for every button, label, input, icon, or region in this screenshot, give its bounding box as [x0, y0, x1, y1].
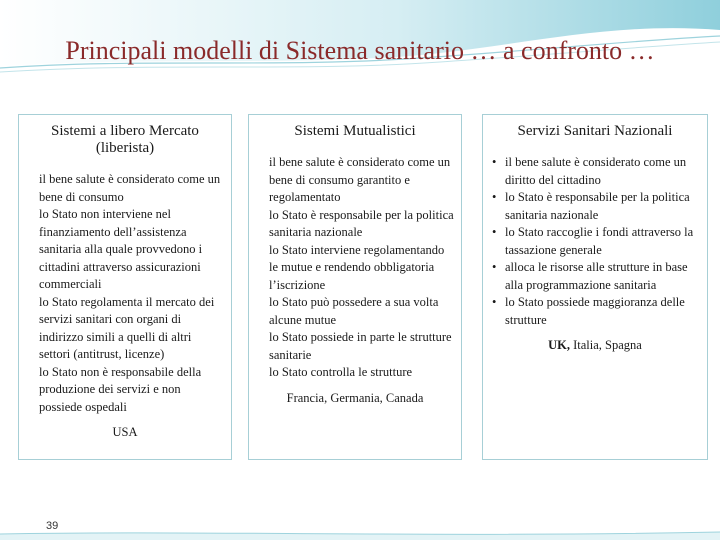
- bullet-dot-icon: •: [492, 260, 497, 274]
- list-item: • lo Stato raccoglie i fondi attraverso la tassazione generale: [492, 225, 694, 257]
- item-list: [489, 154, 701, 329]
- slide-title: Principali modelli di Sistema sanitario … a confronto …: [65, 36, 655, 65]
- list-item: • alloca le risorse alle strutture in base alla programmazione sanitaria: [492, 260, 688, 292]
- footer-wave-decoration: [0, 528, 720, 540]
- list-item: lo Stato può possedere a sua volta alcune mutue: [269, 295, 439, 327]
- list-item: il bene salute è considerato come un bene di consumo: [39, 172, 221, 204]
- item-list: [255, 154, 455, 382]
- list-item: lo Stato è responsabile per la politica sanitaria nazionale: [269, 207, 454, 239]
- column-title: Sistemi a libero Mercato (liberista): [51, 123, 199, 156]
- list-item: lo Stato regolamenta il mercato dei servizi sanitari con organi di indirizzo simili a quelli di altri settori (antitrust, licenze): [39, 294, 215, 361]
- list-item: lo Stato non è responsabile della produzione dei servizi e non possiede ospedali: [39, 364, 202, 414]
- list-item: lo Stato controlla le strutture: [269, 365, 413, 379]
- column-title: Sistemi Mutualistici: [294, 123, 416, 139]
- bullet-dot-icon: •: [492, 190, 497, 204]
- column-servizi-sanitari-nazionali: [482, 114, 708, 460]
- bullet-dot-icon: •: [492, 225, 497, 239]
- countries-label: UK, Italia, Spagna: [548, 338, 642, 352]
- column-mutualistici: [248, 114, 462, 460]
- countries-label: USA: [112, 425, 138, 439]
- countries-label: Francia, Germania, Canada: [286, 390, 424, 405]
- column-title: Servizi Sanitari Nazionali: [517, 123, 673, 139]
- bullet-dot-icon: •: [492, 155, 497, 169]
- column-libero-mercato: [18, 114, 232, 460]
- list-item: • lo Stato possiede maggioranza delle strutture: [492, 295, 685, 327]
- list-item: • lo Stato è responsabile per la politica sanitaria nazionale: [492, 190, 690, 222]
- list-item: lo Stato non interviene nel finanziamento dell’assistenza sanitaria alla quale provvedono i cittadini attraverso assicurazioni commerciali: [39, 207, 203, 291]
- list-item: • il bene salute è considerato come un diritto del cittadino: [492, 155, 687, 187]
- list-item: lo Stato interviene regolamentando le mutue e rendendo obbligatoria l’iscrizione: [269, 242, 445, 292]
- page-number: 39: [46, 520, 59, 532]
- bullet-dot-icon: •: [492, 295, 497, 309]
- list-item: il bene salute è considerato come un bene di consumo garantito e regolamentato: [269, 155, 451, 204]
- list-item: lo Stato possiede in parte le strutture sanitarie: [269, 330, 452, 362]
- item-list: [25, 171, 225, 416]
